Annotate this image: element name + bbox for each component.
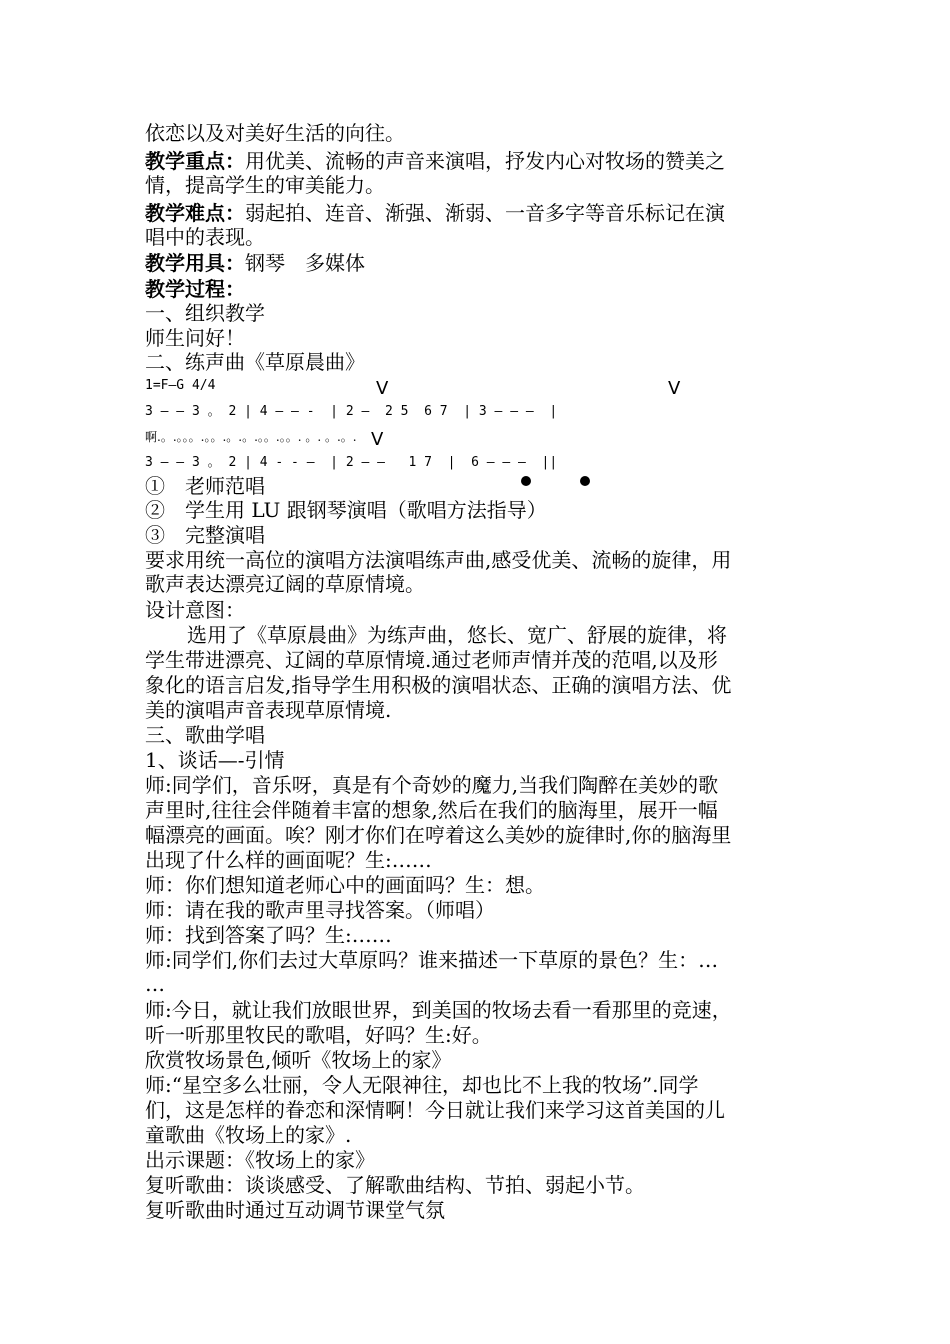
section-heading: 一、组织教学 <box>145 301 265 325</box>
step-item: ③ 完整演唱 <box>145 523 265 547</box>
text-line: 歌声表达漂亮辽阔的草原情境。 <box>145 572 425 596</box>
text-line: 出示课题：《牧场上的家》 <box>145 1148 375 1172</box>
low-octave-dot <box>521 476 531 486</box>
breath-mark: V <box>668 378 681 399</box>
text-line: 师:“星空多么壮丽，令人无限神往，却也比不上我的牧场”.同学 <box>145 1073 699 1097</box>
breath-mark: V <box>376 378 389 399</box>
breath-mark: V <box>371 429 384 450</box>
score-row: 3 — — 3 。 2 | 4 - - — | 2 — — 1 7 | 6 — — — || <box>145 455 558 470</box>
text-line: 选用了《草原晨曲》为练声曲，悠长、宽广、舒展的旋律，将 <box>187 623 727 647</box>
text-line: 师:同学们,你们去过大草原吗？谁来描述一下草原的景色？生：… <box>145 948 719 972</box>
subsection-heading: 1、谈话—-引情 <box>145 748 285 772</box>
text-line: 美的演唱声音表现草原情境. <box>145 698 392 722</box>
text-line: 师：你们想知道老师心中的画面吗？生：想。 <box>145 873 545 897</box>
score-row: 3 — — 3 。 2 | 4 — — - | 2 — 2 5 6 7 | 3 — — — | <box>145 404 558 419</box>
teaching-process-label: 教学过程： <box>145 277 245 301</box>
text-line: 师生问好！ <box>145 326 245 350</box>
text-line: 情，提高学生的审美能力。 <box>145 173 385 197</box>
section-heading: 二、练声曲《草原晨曲》 <box>145 350 365 374</box>
teaching-focus-label: 教学重点： <box>145 149 245 173</box>
text-line: … <box>145 972 165 996</box>
score-lyric: 啊.。.。。。.。。.。.。.。。.。。. 。. 。.。. <box>145 430 357 444</box>
text-line: 师:今日，就让我们放眼世界，到美国的牧场去看一看那里的竞速， <box>145 998 732 1022</box>
text-line: 声里时,往往会伴随着丰富的想象,然后在我们的脑海里，展开一幅 <box>145 798 718 822</box>
teaching-difficulty <box>145 201 725 225</box>
text-line: 师:同学们，音乐呀，真是有个奇妙的魔力,当我们陶醉在美妙的歌 <box>145 773 719 797</box>
text-line: 复听歌曲：谈谈感受、了解歌曲结构、节拍、弱起小节。 <box>145 1173 645 1197</box>
step-item: ① 老师范唱 <box>145 474 265 498</box>
text-line: 师：请在我的歌声里寻找答案。（师唱） <box>145 898 495 922</box>
text-line: 幅漂亮的画面。唉？刚才你们在哼着这么美妙的旋律时,你的脑海里 <box>145 823 732 847</box>
teaching-tools-label: 教学用具： <box>145 251 245 275</box>
text-line: 出现了什么样的画面呢？生:…… <box>145 848 432 872</box>
teaching-tools <box>145 251 365 275</box>
low-octave-dot <box>580 476 590 486</box>
design-intent-label: 设计意图： <box>145 598 245 622</box>
teaching-focus <box>145 149 725 173</box>
text-line: 唱中的表现。 <box>145 225 265 249</box>
text-line: 师：找到答案了吗？生:…… <box>145 923 392 947</box>
teaching-difficulty-label: 教学难点： <box>145 201 245 225</box>
text-line: 们，这是怎样的眷恋和深情啊！今日就让我们来学习这首美国的儿 <box>145 1098 725 1122</box>
text-line: 学生带进漂亮、辽阔的草原情境.通过老师声情并茂的范唱,以及形 <box>145 648 718 672</box>
text-line: 欣赏牧场景色,倾听《牧场上的家》 <box>145 1048 452 1072</box>
step-item: ② 学生用 LU 跟钢琴演唱（歌唱方法指导） <box>145 498 547 522</box>
teaching-tools-text: 钢琴 多媒体 <box>245 251 365 275</box>
text-line: 复听歌曲时通过互动调节课堂气氛 <box>145 1198 445 1222</box>
text-line: 象化的语言启发,指导学生用积极的演唱状态、正确的演唱方法、优 <box>145 673 732 697</box>
teaching-focus-text: 用优美、流畅的声音来演唱，抒发内心对牧场的赞美之 <box>245 149 725 173</box>
teaching-difficulty-text: 弱起拍、连音、渐强、渐弱、一音多字等音乐标记在演 <box>245 201 725 225</box>
section-heading: 三、歌曲学唱 <box>145 723 265 747</box>
text-line: 童歌曲《牧场上的家》. <box>145 1123 352 1147</box>
score-key: 1=F—G 4/4 <box>145 378 216 393</box>
text-line: 要求用统一高位的演唱方法演唱练声曲,感受优美、流畅的旋律，用 <box>145 548 732 572</box>
text-line: 听一听那里牧民的歌唱，好吗？生:好。 <box>145 1023 492 1047</box>
text-line: 依恋以及对美好生活的向往。 <box>145 121 405 145</box>
